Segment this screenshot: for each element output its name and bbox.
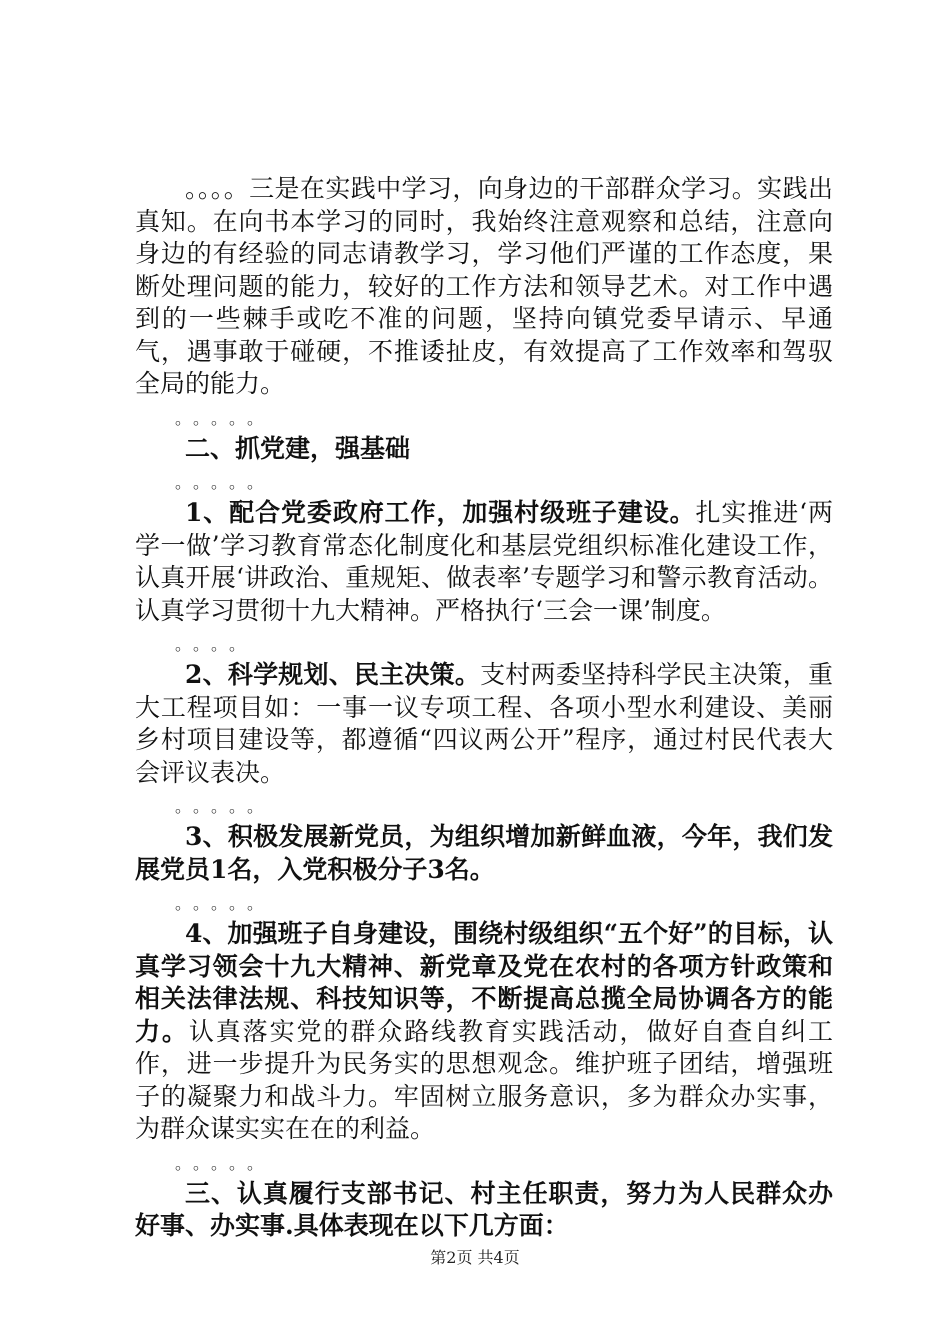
- ellipsis-marks: 。。。。。: [175, 894, 274, 913]
- item-2: [135, 659, 833, 789]
- item-4-text: 认真落实党的群众路线教育实践活动，做好自查自纠工作，进一步提升为民务实的思想观念。维护班子团结，增强班子的凝聚力和战斗力。牢固树立服务意识，多为群众办实事，为群众谋实实在在的利益。: [135, 1016, 833, 1143]
- paragraph-practice-learning: [135, 173, 833, 401]
- page-footer: 第2页 共4页: [430, 1248, 520, 1267]
- ellipsis-marks: 。。。。。: [175, 473, 274, 492]
- paragraph-text: 三是在实践中学习，向身边的干部群众学习。实践出真知。在向书本学习的同时，我始终注意观察和总结，注意向身边的有经验的同志请教学习，学习他们严谨的工作态度，果断处理问题的能力，较好的工作方法和领导艺术。对工作中遇到的一些棘手或吃不准的问题，坚持向镇党委早请示、早通气，遇事敢于碰硬，不推诿扯皮，有效提高了工作效率和驾驭全局的能力。: [135, 174, 833, 398]
- item-1-text: 扎实推进‘两学一做’学习教育常态化制度化和基层党组织标准化建设工作，认真开展‘讲政治、重规矩、做表率’专题学习和警示教育活动。认真学习贯彻十九大精神。严格执行‘三会一课’制度。: [135, 498, 833, 625]
- item-2-title: 2、科学规划、民主决策。: [185, 660, 481, 689]
- item-4-title: 4、加强班子自身建设，围绕村级组织“五个好”的目标，认真学习领会十九大精神、新党章及党在农村的各项方针政策和相关法律法规、科技知识等，不断提高总揽全局协调各方的能力。: [135, 919, 833, 1046]
- ellipsis-marks: 。。。。。: [175, 408, 274, 428]
- ellipsis-marks: 。。。。: [175, 635, 256, 654]
- section-heading-2: 二、抓党建，强基础: [185, 433, 411, 463]
- item-4: [135, 918, 833, 1146]
- ellipsis-marks: 。。。。。: [175, 797, 274, 816]
- ellipsis-marks: 。。。。: [185, 174, 250, 203]
- section-heading-3: 三、认真履行支部书记、村主任职责，努力为人民群众办好事、办实事.具体表现在以下几方面：: [135, 1178, 833, 1240]
- ellipsis-marks: 。。。。。: [175, 1153, 274, 1173]
- document-body: [135, 173, 833, 1243]
- item-1-title: 1、配合党委政府工作，加强村级班子建设。: [185, 498, 696, 527]
- item-2-text: 支村两委坚持科学民主决策，重大工程项目如：一事一议专项工程、各项小型水利建设、美丽乡村项目建设等，都遵循“四议两公开”程序，通过村民代表大会评议表决。: [135, 660, 833, 787]
- item-3: 3、积极发展新党员，为组织增加新鲜血液，今年，我们发展党员1名，入党积极分子3名。: [135, 822, 833, 884]
- item-1: [135, 497, 833, 627]
